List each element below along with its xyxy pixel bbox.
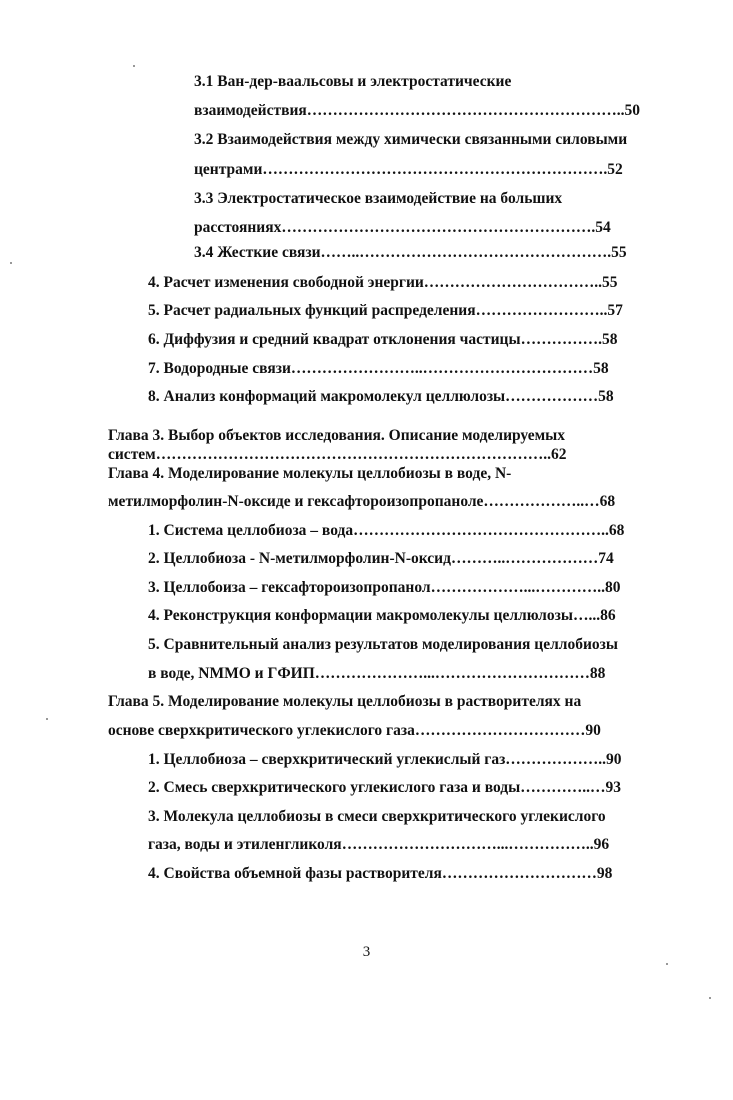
toc-line: в воде, NMMO и ГФИП…………………...…………………………88 xyxy=(148,665,606,682)
toc-line: основе сверхкритического углекислого газа……………………………90 xyxy=(108,722,601,739)
page-number: 3 xyxy=(362,944,371,960)
scan-speck xyxy=(46,718,48,720)
toc-line: газа, воды и этиленгликоля…………………………...……………..96 xyxy=(148,836,610,853)
toc-line: систем…………………………………………………………………..62 xyxy=(108,446,567,463)
toc-line: 4. Свойства объемной фазы растворителя…………………………98 xyxy=(148,865,613,882)
toc-line: 2. Целлобиоза - N-метилморфолин-N-оксид………..………………74 xyxy=(148,550,614,567)
toc-line: 6. Диффузия и средний квадрат отклонения частицы…………….58 xyxy=(148,331,618,348)
toc-line: 3.2 Взаимодействия между химически связанными силовыми xyxy=(194,131,628,148)
toc-line: 3.4 Жесткие связи……..………………………………………….55 xyxy=(194,244,627,261)
toc-line: метилморфолин-N-оксиде и гексафтороизопропаноле………………..…68 xyxy=(108,493,616,510)
toc-line: 3. Целлобоиза – гексафтороизопропанол………………...…………..80 xyxy=(148,579,621,596)
toc-line: 4. Расчет изменения свободной энергии……………………………..55 xyxy=(148,274,618,291)
scan-speck xyxy=(709,997,711,999)
scan-speck xyxy=(10,262,12,264)
toc-line: 2. Смесь сверхкритического углекислого газа и воды…………..…93 xyxy=(148,779,621,796)
chapter-heading: Глава 4. Моделирование молекулы целлобиозы в воде, N- xyxy=(108,465,512,482)
toc-line: 3. Молекула целлобиозы в смеси сверхкритического углекислого xyxy=(148,808,606,825)
toc-line: 1. Целлобиоза – сверхкритический углекислый газ………………..90 xyxy=(148,751,622,768)
toc-line: 3.1 Ван-дер-ваальсовы и электростатические xyxy=(194,73,512,90)
toc-line: центрами………………………………………………………….52 xyxy=(194,161,623,178)
toc-line: расстояниях…………………………………………………….54 xyxy=(194,219,611,236)
toc-line: 5. Сравнительный анализ результатов моделирования целлобиозы xyxy=(148,636,619,653)
toc-line: 3.3 Электростатическое взаимодействие на больших xyxy=(194,190,563,207)
toc-line: 8. Анализ конформаций макромолекул целлюлозы………………58 xyxy=(148,388,614,405)
toc-line: взаимодействия……………………………………………………..50 xyxy=(194,102,641,119)
toc-line: 5. Расчет радиальных функций распределения……………………..57 xyxy=(148,302,623,319)
toc-line: 7. Водородные связи……………………..……………………………58 xyxy=(148,360,609,377)
toc-line: 4. Реконструкция конформации макромолекулы целлюлозы…...86 xyxy=(148,607,616,624)
scan-speck xyxy=(666,963,668,965)
chapter-heading: Глава 3. Выбор объектов исследования. Описание моделируемых xyxy=(108,427,565,444)
chapter-heading: Глава 5. Моделирование молекулы целлобиозы в растворителях на xyxy=(108,693,582,710)
scan-speck xyxy=(133,65,135,67)
toc-line: 1. Система целлобиоза – вода…………………………………………..68 xyxy=(148,522,625,539)
